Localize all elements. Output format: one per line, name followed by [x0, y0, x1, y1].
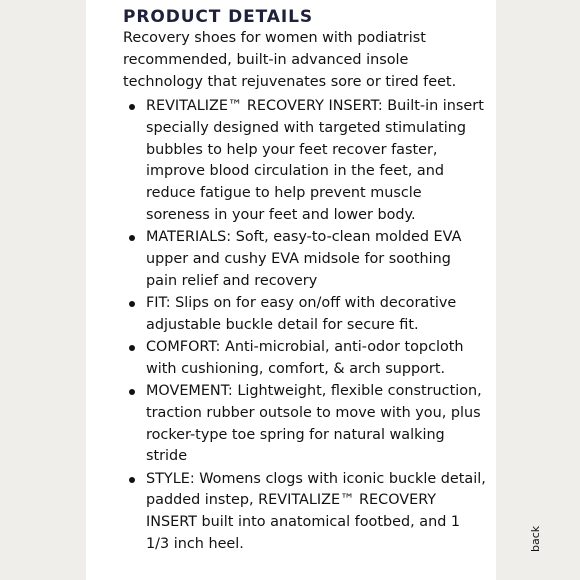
list-item-text: COMFORT: Anti-microbial, anti-odor topcloth with cushioning, comfort, & arch support.	[146, 338, 464, 377]
list-item-text: MATERIALS: Soft, easy-to-clean molded EVA upper and cushy EVA midsole for soothing pain relief and recovery	[146, 229, 462, 289]
list-item-text: FIT: Slips on for easy on/off with decorative adjustable buckle detail for secure fit.	[146, 294, 457, 333]
section-title: PRODUCT DETAILS	[123, 7, 313, 27]
bullet-icon	[129, 301, 135, 307]
bullet-icon	[129, 477, 135, 483]
list-item	[146, 227, 486, 292]
product-description: Recovery shoes for women with podiatrist recommended, built-in advanced insole technology that rejuvenates sore or tired feet.	[123, 30, 457, 91]
list-item	[146, 337, 486, 381]
bullet-icon	[129, 104, 135, 110]
product-details-list	[123, 96, 486, 556]
list-item-text: MOVEMENT: Lightweight, flexible construction, traction rubber outsole to move with you, plus rocker-type toe spring for natural walking stride	[146, 382, 482, 465]
list-item-text: REVITALIZE™ RECOVERY INSERT: Built-in insert specially designed with targeted stimulating bubbles to help your feet recover faster, improve blood circulation in the feet, and reduce fatigue to help prevent muscle soreness in your feet and lower body.	[146, 98, 484, 223]
bullet-icon	[129, 235, 135, 241]
product-details-panel	[86, 0, 542, 580]
list-item	[146, 293, 486, 337]
bullet-icon	[129, 345, 135, 351]
side-label: back	[529, 525, 542, 552]
list-item	[146, 469, 486, 556]
list-item	[146, 96, 486, 227]
bullet-icon	[129, 389, 135, 395]
list-item-text: STYLE: Womens clogs with iconic buckle detail, padded instep, REVITALIZE™ RECOVERY INSERT built into anatomical footbed, and 1 1/3 inch heel.	[146, 470, 486, 552]
list-item	[146, 381, 486, 468]
